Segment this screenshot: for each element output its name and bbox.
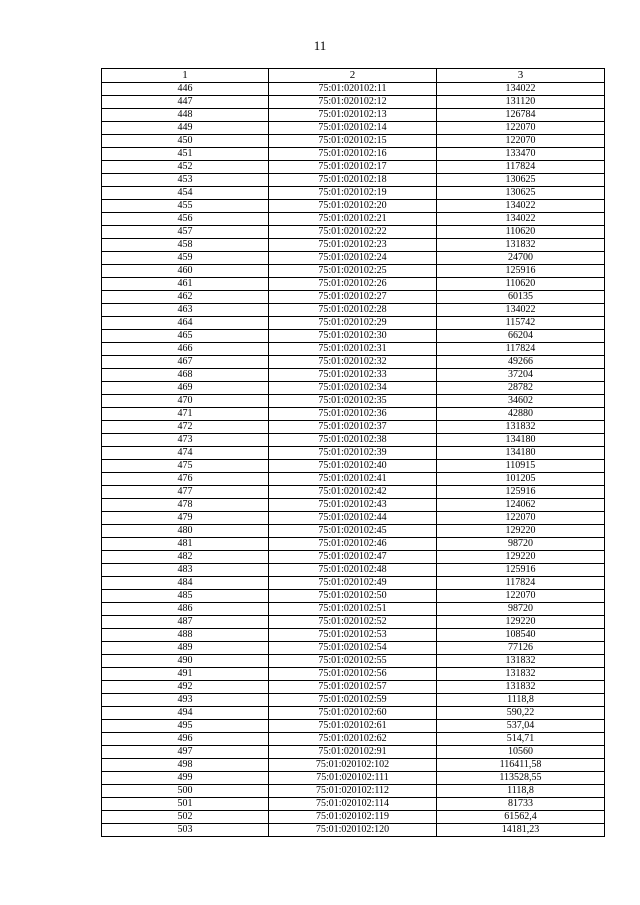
table-row xyxy=(102,629,605,642)
table-row xyxy=(102,239,605,252)
page-number: 11 xyxy=(313,38,327,53)
value-cell: 129220 xyxy=(437,551,605,564)
value-cell: 134180 xyxy=(437,434,605,447)
table-row xyxy=(102,187,605,200)
row-number-cell: 503 xyxy=(102,824,269,837)
table-row xyxy=(102,265,605,278)
table-row xyxy=(102,434,605,447)
cadastral-number-cell: 75:01:020102:54 xyxy=(269,642,437,655)
row-number-cell: 491 xyxy=(102,668,269,681)
table-body xyxy=(102,83,605,837)
table-row xyxy=(102,655,605,668)
row-number-cell: 497 xyxy=(102,746,269,759)
table-row xyxy=(102,759,605,772)
cadastral-number-cell: 75:01:020102:42 xyxy=(269,486,437,499)
cadastral-number-cell: 75:01:020102:33 xyxy=(269,369,437,382)
value-cell: 61562,4 xyxy=(437,811,605,824)
row-number-cell: 485 xyxy=(102,590,269,603)
table-row xyxy=(102,408,605,421)
row-number-cell: 495 xyxy=(102,720,269,733)
cadastral-number-cell: 75:01:020102:120 xyxy=(269,824,437,837)
row-number-cell: 501 xyxy=(102,798,269,811)
row-number-cell: 452 xyxy=(102,161,269,174)
cadastral-number-cell: 75:01:020102:35 xyxy=(269,395,437,408)
table-row xyxy=(102,772,605,785)
row-number-cell: 487 xyxy=(102,616,269,629)
value-cell: 131832 xyxy=(437,668,605,681)
table-row xyxy=(102,460,605,473)
cadastral-number-cell: 75:01:020102:38 xyxy=(269,434,437,447)
table-row xyxy=(102,590,605,603)
table-row xyxy=(102,226,605,239)
row-number-cell: 481 xyxy=(102,538,269,551)
cadastral-number-cell: 75:01:020102:61 xyxy=(269,720,437,733)
value-cell: 66204 xyxy=(437,330,605,343)
table-row xyxy=(102,317,605,330)
row-number-cell: 460 xyxy=(102,265,269,278)
table-row xyxy=(102,148,605,161)
row-number-cell: 468 xyxy=(102,369,269,382)
value-cell: 60135 xyxy=(437,291,605,304)
value-cell: 134022 xyxy=(437,213,605,226)
row-number-cell: 447 xyxy=(102,96,269,109)
value-cell: 1118,8 xyxy=(437,694,605,707)
value-cell: 131832 xyxy=(437,421,605,434)
cadastral-number-cell: 75:01:020102:119 xyxy=(269,811,437,824)
table-row xyxy=(102,603,605,616)
column-header: 2 xyxy=(269,69,437,83)
value-cell: 125916 xyxy=(437,564,605,577)
table-row xyxy=(102,525,605,538)
table-row xyxy=(102,551,605,564)
table-row xyxy=(102,824,605,837)
cadastral-number-cell: 75:01:020102:45 xyxy=(269,525,437,538)
cadastral-number-cell: 75:01:020102:31 xyxy=(269,343,437,356)
cadastral-number-cell: 75:01:020102:29 xyxy=(269,317,437,330)
row-number-cell: 455 xyxy=(102,200,269,213)
cadastral-number-cell: 75:01:020102:11 xyxy=(269,83,437,96)
row-number-cell: 480 xyxy=(102,525,269,538)
cadastral-number-cell: 75:01:020102:46 xyxy=(269,538,437,551)
table-row xyxy=(102,291,605,304)
cadastral-number-cell: 75:01:020102:23 xyxy=(269,239,437,252)
row-number-cell: 482 xyxy=(102,551,269,564)
cadastral-number-cell: 75:01:020102:43 xyxy=(269,499,437,512)
value-cell: 126784 xyxy=(437,109,605,122)
cadastral-number-cell: 75:01:020102:52 xyxy=(269,616,437,629)
value-cell: 125916 xyxy=(437,486,605,499)
row-number-cell: 467 xyxy=(102,356,269,369)
table-row xyxy=(102,694,605,707)
table-row xyxy=(102,681,605,694)
value-cell: 514,71 xyxy=(437,733,605,746)
cadastral-number-cell: 75:01:020102:50 xyxy=(269,590,437,603)
value-cell: 110620 xyxy=(437,226,605,239)
table-row xyxy=(102,642,605,655)
row-number-cell: 451 xyxy=(102,148,269,161)
table-row xyxy=(102,174,605,187)
cadastral-number-cell: 75:01:020102:53 xyxy=(269,629,437,642)
cadastral-number-cell: 75:01:020102:20 xyxy=(269,200,437,213)
cadastral-number-cell: 75:01:020102:25 xyxy=(269,265,437,278)
cadastral-number-cell: 75:01:020102:39 xyxy=(269,447,437,460)
cadastral-number-cell: 75:01:020102:24 xyxy=(269,252,437,265)
row-number-cell: 499 xyxy=(102,772,269,785)
cadastral-number-cell: 75:01:020102:62 xyxy=(269,733,437,746)
cadastral-number-cell: 75:01:020102:26 xyxy=(269,278,437,291)
column-header: 3 xyxy=(437,69,605,83)
value-cell: 134022 xyxy=(437,304,605,317)
cadastral-number-cell: 75:01:020102:40 xyxy=(269,460,437,473)
value-cell: 130625 xyxy=(437,187,605,200)
value-cell: 122070 xyxy=(437,590,605,603)
cadastral-number-cell: 75:01:020102:111 xyxy=(269,772,437,785)
value-cell: 131120 xyxy=(437,96,605,109)
row-number-cell: 502 xyxy=(102,811,269,824)
cadastral-number-cell: 75:01:020102:47 xyxy=(269,551,437,564)
cadastral-number-cell: 75:01:020102:57 xyxy=(269,681,437,694)
cadastral-number-cell: 75:01:020102:44 xyxy=(269,512,437,525)
cadastral-number-cell: 75:01:020102:41 xyxy=(269,473,437,486)
table-row xyxy=(102,668,605,681)
table-row xyxy=(102,746,605,759)
row-number-cell: 463 xyxy=(102,304,269,317)
value-cell: 24700 xyxy=(437,252,605,265)
table-row xyxy=(102,122,605,135)
row-number-cell: 474 xyxy=(102,447,269,460)
value-cell: 37204 xyxy=(437,369,605,382)
row-number-cell: 490 xyxy=(102,655,269,668)
row-number-cell: 464 xyxy=(102,317,269,330)
table-row xyxy=(102,785,605,798)
row-number-cell: 459 xyxy=(102,252,269,265)
cadastral-number-cell: 75:01:020102:112 xyxy=(269,785,437,798)
table-row xyxy=(102,447,605,460)
table-row xyxy=(102,161,605,174)
value-cell: 42880 xyxy=(437,408,605,421)
value-cell: 49266 xyxy=(437,356,605,369)
table-row xyxy=(102,538,605,551)
value-cell: 1118,8 xyxy=(437,785,605,798)
table-row xyxy=(102,733,605,746)
value-cell: 130625 xyxy=(437,174,605,187)
table-row xyxy=(102,200,605,213)
table-row xyxy=(102,577,605,590)
table-row xyxy=(102,811,605,824)
value-cell: 110915 xyxy=(437,460,605,473)
header-row xyxy=(102,69,605,83)
value-cell: 98720 xyxy=(437,603,605,616)
cadastral-number-cell: 75:01:020102:17 xyxy=(269,161,437,174)
table-row xyxy=(102,564,605,577)
table-row xyxy=(102,304,605,317)
cadastral-number-cell: 75:01:020102:114 xyxy=(269,798,437,811)
value-cell: 129220 xyxy=(437,525,605,538)
table-row xyxy=(102,720,605,733)
table-row xyxy=(102,213,605,226)
row-number-cell: 472 xyxy=(102,421,269,434)
row-number-cell: 449 xyxy=(102,122,269,135)
value-cell: 115742 xyxy=(437,317,605,330)
table-row xyxy=(102,96,605,109)
table-row xyxy=(102,486,605,499)
value-cell: 122070 xyxy=(437,122,605,135)
row-number-cell: 500 xyxy=(102,785,269,798)
cadastral-number-cell: 75:01:020102:59 xyxy=(269,694,437,707)
table-row xyxy=(102,330,605,343)
row-number-cell: 475 xyxy=(102,460,269,473)
cadastral-number-cell: 75:01:020102:34 xyxy=(269,382,437,395)
cadastral-number-cell: 75:01:020102:55 xyxy=(269,655,437,668)
table-row xyxy=(102,616,605,629)
data-table xyxy=(101,68,605,837)
value-cell: 131832 xyxy=(437,655,605,668)
table-row xyxy=(102,369,605,382)
value-cell: 113528,55 xyxy=(437,772,605,785)
table-row xyxy=(102,395,605,408)
value-cell: 28782 xyxy=(437,382,605,395)
value-cell: 117824 xyxy=(437,577,605,590)
row-number-cell: 456 xyxy=(102,213,269,226)
cadastral-number-cell: 75:01:020102:102 xyxy=(269,759,437,772)
row-number-cell: 476 xyxy=(102,473,269,486)
row-number-cell: 478 xyxy=(102,499,269,512)
row-number-cell: 458 xyxy=(102,239,269,252)
row-number-cell: 470 xyxy=(102,395,269,408)
table-header xyxy=(102,69,605,83)
table-row xyxy=(102,252,605,265)
value-cell: 134022 xyxy=(437,200,605,213)
column-header: 1 xyxy=(102,69,269,83)
row-number-cell: 477 xyxy=(102,486,269,499)
row-number-cell: 489 xyxy=(102,642,269,655)
cadastral-number-cell: 75:01:020102:22 xyxy=(269,226,437,239)
cadastral-number-cell: 75:01:020102:21 xyxy=(269,213,437,226)
table-row xyxy=(102,707,605,720)
table-row xyxy=(102,382,605,395)
value-cell: 10560 xyxy=(437,746,605,759)
cadastral-number-cell: 75:01:020102:27 xyxy=(269,291,437,304)
row-number-cell: 488 xyxy=(102,629,269,642)
row-number-cell: 446 xyxy=(102,83,269,96)
value-cell: 590,22 xyxy=(437,707,605,720)
row-number-cell: 465 xyxy=(102,330,269,343)
table-row xyxy=(102,473,605,486)
row-number-cell: 450 xyxy=(102,135,269,148)
value-cell: 34602 xyxy=(437,395,605,408)
row-number-cell: 454 xyxy=(102,187,269,200)
table-row xyxy=(102,109,605,122)
value-cell: 110620 xyxy=(437,278,605,291)
cadastral-number-cell: 75:01:020102:60 xyxy=(269,707,437,720)
table-row xyxy=(102,499,605,512)
cadastral-number-cell: 75:01:020102:56 xyxy=(269,668,437,681)
value-cell: 124062 xyxy=(437,499,605,512)
table-row xyxy=(102,512,605,525)
value-cell: 81733 xyxy=(437,798,605,811)
value-cell: 133470 xyxy=(437,148,605,161)
row-number-cell: 498 xyxy=(102,759,269,772)
value-cell: 77126 xyxy=(437,642,605,655)
value-cell: 131832 xyxy=(437,239,605,252)
row-number-cell: 496 xyxy=(102,733,269,746)
row-number-cell: 466 xyxy=(102,343,269,356)
row-number-cell: 457 xyxy=(102,226,269,239)
value-cell: 122070 xyxy=(437,135,605,148)
value-cell: 108540 xyxy=(437,629,605,642)
row-number-cell: 484 xyxy=(102,577,269,590)
table-row xyxy=(102,83,605,96)
table-row xyxy=(102,135,605,148)
value-cell: 134180 xyxy=(437,447,605,460)
cadastral-number-cell: 75:01:020102:37 xyxy=(269,421,437,434)
value-cell: 101205 xyxy=(437,473,605,486)
value-cell: 117824 xyxy=(437,343,605,356)
value-cell: 98720 xyxy=(437,538,605,551)
cadastral-number-cell: 75:01:020102:48 xyxy=(269,564,437,577)
cadastral-number-cell: 75:01:020102:91 xyxy=(269,746,437,759)
cadastral-number-cell: 75:01:020102:49 xyxy=(269,577,437,590)
cadastral-number-cell: 75:01:020102:28 xyxy=(269,304,437,317)
cadastral-number-cell: 75:01:020102:15 xyxy=(269,135,437,148)
row-number-cell: 453 xyxy=(102,174,269,187)
cadastral-number-cell: 75:01:020102:14 xyxy=(269,122,437,135)
row-number-cell: 448 xyxy=(102,109,269,122)
row-number-cell: 483 xyxy=(102,564,269,577)
row-number-cell: 462 xyxy=(102,291,269,304)
row-number-cell: 486 xyxy=(102,603,269,616)
cadastral-number-cell: 75:01:020102:13 xyxy=(269,109,437,122)
value-cell: 134022 xyxy=(437,83,605,96)
cadastral-number-cell: 75:01:020102:18 xyxy=(269,174,437,187)
value-cell: 122070 xyxy=(437,512,605,525)
row-number-cell: 494 xyxy=(102,707,269,720)
value-cell: 117824 xyxy=(437,161,605,174)
value-cell: 131832 xyxy=(437,681,605,694)
table-row xyxy=(102,356,605,369)
table-row xyxy=(102,278,605,291)
value-cell: 537,04 xyxy=(437,720,605,733)
cadastral-number-cell: 75:01:020102:36 xyxy=(269,408,437,421)
row-number-cell: 473 xyxy=(102,434,269,447)
value-cell: 125916 xyxy=(437,265,605,278)
table-row xyxy=(102,343,605,356)
row-number-cell: 479 xyxy=(102,512,269,525)
value-cell: 129220 xyxy=(437,616,605,629)
row-number-cell: 461 xyxy=(102,278,269,291)
value-cell: 116411,58 xyxy=(437,759,605,772)
cadastral-number-cell: 75:01:020102:12 xyxy=(269,96,437,109)
value-cell: 14181,23 xyxy=(437,824,605,837)
row-number-cell: 493 xyxy=(102,694,269,707)
cadastral-number-cell: 75:01:020102:16 xyxy=(269,148,437,161)
cadastral-number-cell: 75:01:020102:30 xyxy=(269,330,437,343)
cadastral-number-cell: 75:01:020102:19 xyxy=(269,187,437,200)
row-number-cell: 469 xyxy=(102,382,269,395)
table-row xyxy=(102,798,605,811)
table-row xyxy=(102,421,605,434)
row-number-cell: 471 xyxy=(102,408,269,421)
row-number-cell: 492 xyxy=(102,681,269,694)
cadastral-number-cell: 75:01:020102:51 xyxy=(269,603,437,616)
cadastral-number-cell: 75:01:020102:32 xyxy=(269,356,437,369)
